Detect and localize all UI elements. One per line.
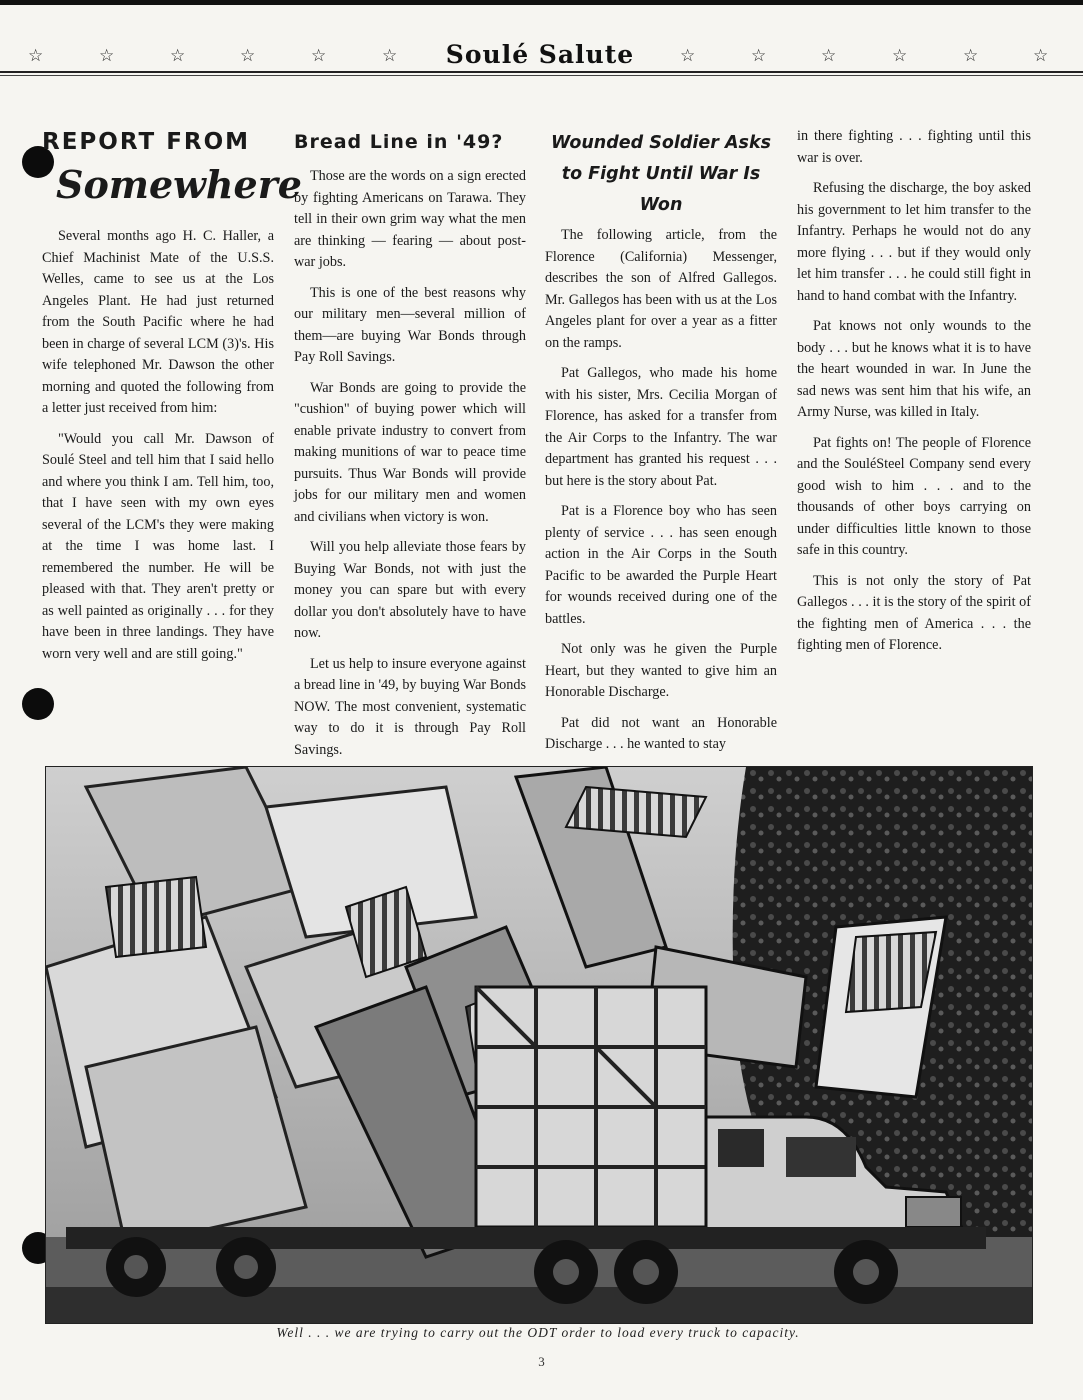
article-wounded-soldier-continued [797, 126, 1031, 666]
star-icon: ☆ [170, 46, 186, 66]
article-paragraph: Those are the words on a sign erected by fighting Americans on Tarawa. They tell in their own grim way what the men are thinking — fearing — about post-war jobs. [294, 168, 526, 270]
star-icon: ☆ [963, 46, 979, 66]
article-report-from-somewhere [42, 126, 302, 674]
masthead-title: Soulé Salute [445, 40, 635, 69]
article-paragraph: Will you help alleviate those fears by Buying War Bonds, not with just the money you can spare but with every dollar you don't absolutely have to have now. [294, 539, 526, 641]
star-icon: ☆ [311, 46, 327, 66]
star-icon: ☆ [28, 46, 44, 66]
article-paragraph: Let us help to insure everyone against a bread line in '49, by buying War Bonds NOW. The most convenient, systematic way to do it is through Pay Roll Savings. [294, 655, 526, 758]
article-paragraph: Pat is a Florence boy who has seen plenty of service . . . has seen enough action in the Air Corps in the South Pacific to be awarded the Purple Heart for wounds received during one of the battles. [545, 503, 777, 627]
star-icon: ☆ [99, 46, 115, 66]
article-paragraph: Pat fights on! The people of Florence and the SouléSteel Company send every good wish to him . . . and to the thousands of other boys carrying on under difficulties little known to those safe in this country. [797, 434, 1031, 558]
article-paragraph: Pat Gallegos, who made his home with his sister, Mrs. Cecilia Morgan of Florence, has asked for a transfer from the Air Corps to the Infantry. The war department has granted his request . . . but here is the story about Pat. [545, 365, 777, 489]
article-paragraph: Pat did not want an Honorable Discharge . . . he wanted to stay [545, 714, 777, 752]
article-paragraph: "Would you call Mr. Dawson of Soulé Steel and tell him that I said hello and where you think I am. Tell him, too, that I have seen with my own eyes several of the LCM's they were making at the time I was home last. I remembered the number. He will be pleased with that. They aren't pretty or as well painted as originally . . . for they have been in three landings. They have worn very well and are still going." [42, 430, 274, 662]
article-heading: REPORT FROM [42, 129, 251, 155]
article-wounded-soldier [545, 126, 777, 765]
article-paragraph: The following article, from the Florence (California) Messenger, describes the son of Alfred Gallegos. Mr. Gallegos has been with us at the Los Angeles plant for over a year as a fitter on the ramps. [545, 227, 777, 351]
star-icon: ☆ [680, 46, 696, 66]
article-paragraph: This is not only the story of Pat Gallegos . . . it is the story of the spirit of the fighting men of America . . . the fighting men of Florence. [797, 572, 1031, 653]
star-icon: ☆ [821, 46, 837, 66]
article-paragraph: in there fighting . . . fighting until this war is over. [797, 128, 1031, 166]
page-number: 3 [538, 1354, 545, 1369]
article-heading: Wounded Soldier Asks to Fight Until War Is Won [550, 133, 772, 215]
article-paragraph: Several months ago H. C. Haller, a Chief Machinist Mate of the U.S.S. Welles, came to see us at the Los Angeles Plant. He had just returned from the South Pacific where he had been in charge of several LCM (3)'s. His wife telephoned Mr. Dawson the other morning and quoted the following from a letter just received from him: [42, 228, 274, 416]
article-paragraph: Refusing the discharge, the boy asked his government to let him transfer to the Infantry. Perhaps he would not do any more flying . . . but if they would only let him transfer . . . he could still fight in hand to hand combat with the Infantry. [797, 180, 1031, 304]
truck-loaded-with-ramps-photo [45, 766, 1033, 1324]
article-paragraph: Not only was he given the Purple Heart, but they wanted to give him an Honorable Discharge. [545, 641, 777, 700]
masthead-rule [0, 75, 1083, 76]
article-bread-line [294, 126, 526, 822]
article-heading-script: Somewhere [56, 162, 302, 207]
page-top-rule [0, 0, 1083, 5]
article-paragraph: This is one of the best reasons why our military men—several million of them—are buying War Bonds through Pay Roll Savings. [294, 284, 526, 365]
star-icon: ☆ [751, 46, 767, 66]
masthead-rule [0, 71, 1083, 73]
article-paragraph: War Bonds are going to provide the "cushion" of buying power which will enable private industry to convert from making munitions of war to peace time pursuits. Thus War Bonds will provide jobs for our military men and women and civilians when victory is won. [294, 379, 526, 525]
star-icon: ☆ [1033, 46, 1049, 66]
photo-caption: Well . . . we are trying to carry out the ODT order to load every truck to capacity. [276, 1325, 800, 1340]
star-icon: ☆ [892, 46, 908, 66]
punch-hole [22, 688, 54, 720]
article-paragraph: Pat knows not only wounds to the body . . . but he knows what it is to have the heart wounded in war. In June the sad news was sent him that his wife, an Army Nurse, was killed in Italy. [797, 318, 1031, 420]
star-icon: ☆ [240, 46, 256, 66]
article-heading: Bread Line in '49? [294, 131, 504, 153]
star-icon: ☆ [382, 46, 398, 66]
